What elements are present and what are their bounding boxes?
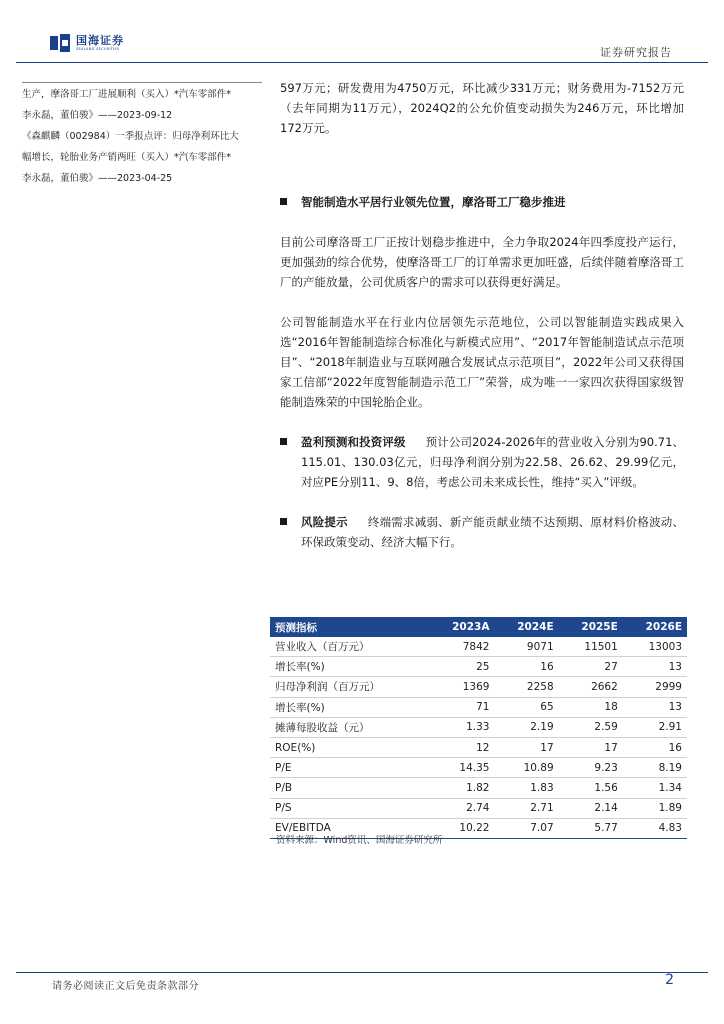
company-logo [50, 34, 124, 52]
table-source-note: 资料来源：Wind资讯、国海证券研究所 [276, 835, 443, 846]
column-header: 2025E [559, 617, 623, 637]
table-cell: 18 [559, 697, 623, 717]
page-header [0, 0, 724, 70]
table-header-row [270, 617, 687, 637]
logo-name-cn: 国海证券 [76, 33, 124, 47]
column-header: 预测指标 [270, 617, 429, 637]
table-cell: 2.14 [559, 798, 623, 818]
table-cell: 2.19 [494, 717, 558, 737]
row-label: 归母净利润（百万元） [270, 677, 429, 697]
table-row [270, 657, 687, 677]
related-report-line: 生产，摩洛哥工厂进展顺利（买入）*汽车零部件* [22, 89, 232, 100]
table-cell: 13 [623, 697, 687, 717]
section-heading-row [280, 192, 684, 212]
table-cell: 1.89 [623, 798, 687, 818]
table-cell: 1.82 [429, 778, 494, 798]
table-cell: 2.59 [559, 717, 623, 737]
table-cell: 2258 [494, 677, 558, 697]
forecast-block [280, 432, 684, 492]
table-cell: 8.19 [623, 758, 687, 778]
table-row [270, 798, 687, 818]
table-cell: 5.77 [559, 818, 623, 838]
table-cell: 16 [623, 737, 687, 757]
related-reports-sidebar [22, 82, 262, 189]
table-cell: 27 [559, 657, 623, 677]
row-label: EV/EBITDA [270, 818, 429, 838]
table-cell: 9071 [494, 637, 558, 657]
table-cell: 1.83 [494, 778, 558, 798]
footer-disclaimer: 请务必阅读正文后免责条款部分 [52, 981, 199, 992]
row-label: P/B [270, 778, 429, 798]
forecast-text: 预计公司2024-2026年的营业收入分别为90.71、115.01、130.03亿元，归母净利润分别为22.58、26.62、29.99亿元，对应PE分别11、9、8倍，考虑公司未来成长性，维持“买入”评级。 [301, 435, 685, 489]
related-report-line: 李永磊，董伯骏》——2023-09-12 [22, 110, 173, 121]
table-cell: 4.83 [623, 818, 687, 838]
related-report-line: 《森麒麟（002984）一季报点评：归母净利环比大 [22, 131, 239, 142]
sidebar-divider [22, 82, 262, 83]
table-cell: 1.56 [559, 778, 623, 798]
table-cell: 2999 [623, 677, 687, 697]
table-cell: 14.35 [429, 758, 494, 778]
table-row [270, 697, 687, 717]
section-heading: 智能制造水平居行业领先位置，摩洛哥工厂稳步推进 [301, 195, 566, 209]
table-cell: 13 [623, 657, 687, 677]
row-label: 增长率(%) [270, 657, 429, 677]
square-bullet-icon [280, 438, 287, 445]
forecast-heading: 盈利预测和投资评级 [301, 435, 406, 449]
table-cell: 25 [429, 657, 494, 677]
report-type-label: 证券研究报告 [600, 46, 672, 59]
table-row [270, 677, 687, 697]
table-row [270, 758, 687, 778]
table-cell: 13003 [623, 637, 687, 657]
table-cell: 65 [494, 697, 558, 717]
main-content [280, 78, 684, 552]
table-cell: 10.89 [494, 758, 558, 778]
table-row [270, 717, 687, 737]
row-label: 营业收入（百万元） [270, 637, 429, 657]
table-cell: 2662 [559, 677, 623, 697]
table-cell: 9.23 [559, 758, 623, 778]
forecast-table [270, 617, 687, 839]
square-bullet-icon [280, 198, 287, 205]
expense-paragraph: 597万元；研发费用为4750万元，环比减少331万元；财务费用为-7152万元（去年同期为11万元），2024Q2的公允价值变动损失为246万元，环比增加172万元。 [280, 81, 684, 135]
table-cell: 11501 [559, 637, 623, 657]
column-header: 2023A [429, 617, 494, 637]
column-header: 2024E [494, 617, 558, 637]
table-cell: 7.07 [494, 818, 558, 838]
risk-heading: 风险提示 [301, 515, 348, 529]
header-divider [16, 62, 708, 63]
page-number: 2 [665, 972, 674, 988]
smart-manufacturing-paragraph: 公司智能制造水平在行业内位居领先示范地位，公司以智能制造实践成果入选“2016年智能制造综合标准化与新模式应用”、“2017年智能制造试点示范项目”、“2018年制造业与互联网融合发展试点示范项目”，2022年公司又获得国家工信部“2022年度智能制造示范工厂”荣誉，成为唯一一家四次获得国家级智能制造殊荣的中国轮胎企业。 [280, 315, 684, 409]
table-cell: 10.22 [429, 818, 494, 838]
row-label: P/E [270, 758, 429, 778]
footer-divider [16, 972, 708, 973]
table-row [270, 737, 687, 757]
morocco-factory-paragraph: 目前公司摩洛哥工厂正按计划稳步推进中，全力争取2024年四季度投产运行，更加强劲的综合优势，使摩洛哥工厂的订单需求更加旺盛，后续伴随着摩洛哥工厂的产能放量，公司优质客户的需求可以获得更好满足。 [280, 235, 684, 289]
table-cell: 2.91 [623, 717, 687, 737]
row-label: 摊薄每股收益（元） [270, 717, 429, 737]
related-report-line: 幅增长，轮胎业务产销两旺（买入）*汽车零部件* [22, 152, 232, 163]
row-label: P/S [270, 798, 429, 818]
table-cell: 1.34 [623, 778, 687, 798]
table-cell: 17 [494, 737, 558, 757]
table-cell: 2.74 [429, 798, 494, 818]
logo-icon [50, 34, 72, 52]
table-cell: 7842 [429, 637, 494, 657]
table-cell: 16 [494, 657, 558, 677]
table-cell: 2.71 [494, 798, 558, 818]
table-cell: 17 [559, 737, 623, 757]
table-row [270, 637, 687, 657]
table-cell: 12 [429, 737, 494, 757]
table-cell: 71 [429, 697, 494, 717]
column-header: 2026E [623, 617, 687, 637]
table-cell: 1369 [429, 677, 494, 697]
table-row [270, 778, 687, 798]
logo-name-en: SEALAND SECURITIES [76, 46, 120, 51]
related-report-line: 李永磊，董伯骏》——2023-04-25 [22, 173, 173, 184]
risk-text: 终端需求减弱、新产能贡献业绩不达预期、原材料价格波动、环保政策变动、经济大幅下行。 [301, 515, 685, 549]
square-bullet-icon [280, 518, 287, 525]
row-label: ROE(%) [270, 737, 429, 757]
table-cell: 1.33 [429, 717, 494, 737]
risk-block [280, 512, 684, 552]
row-label: 增长率(%) [270, 697, 429, 717]
